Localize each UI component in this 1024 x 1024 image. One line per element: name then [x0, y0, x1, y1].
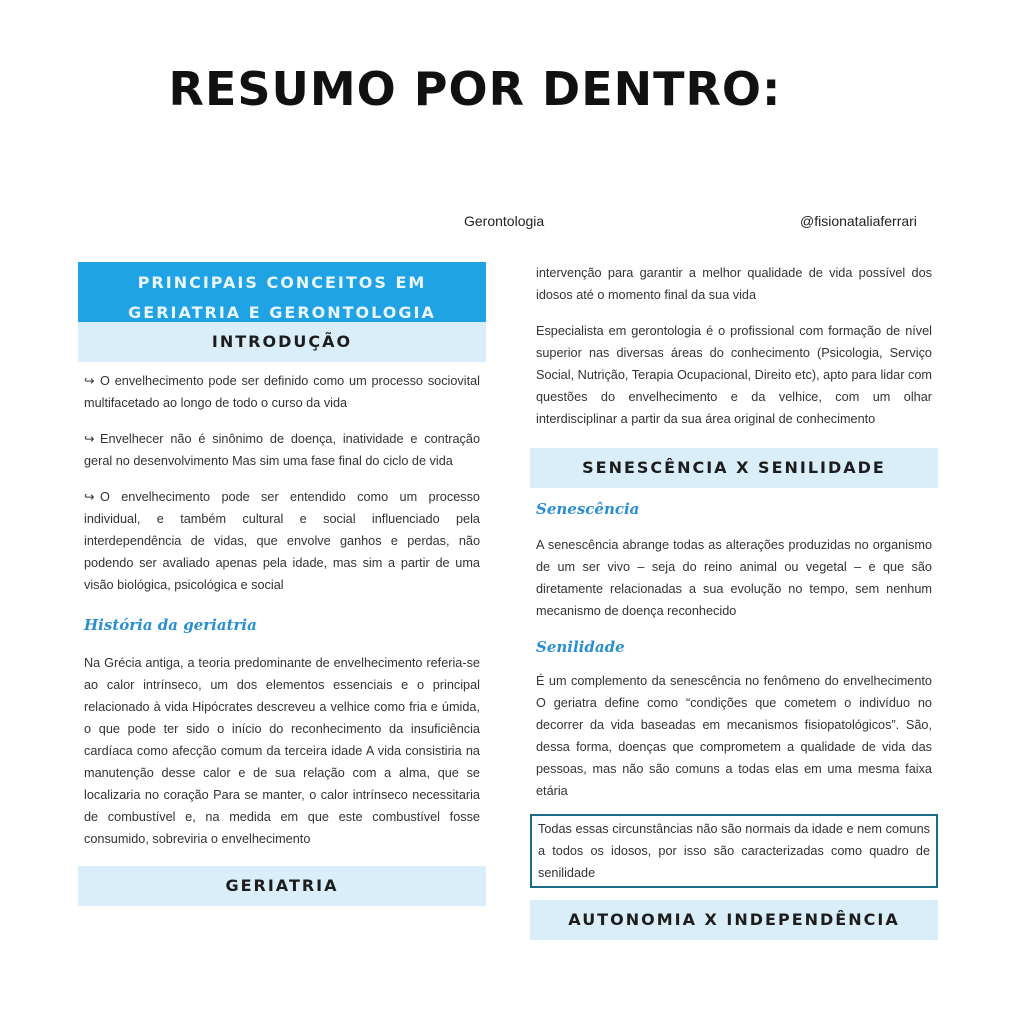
continued-text: intervenção para garantir a melhor qualidade de vida possível dos idosos até o momento final da sua vida: [536, 266, 932, 302]
subtitle-historia: História da geriatria: [84, 616, 257, 634]
senescencia-text: A senescência abrange todas as alterações produzidas no organismo de um ser vivo – seja do reino animal ou vegetal – e que são diretamente relacionadas a sua evolução no tempo, sem nenhum mecanismo de doença reconhecido: [536, 538, 932, 618]
header-handle: @fisionataliaferrari: [800, 213, 917, 229]
section-senescencia-senilidade: SENESCÊNCIA X SENILIDADE: [530, 448, 938, 488]
main-title: PRINCIPAIS CONCEITOS EM GERIATRIA E GERONTOLOGIA: [78, 262, 486, 322]
bullet-3: [84, 486, 480, 596]
subtitle-senescencia: Senescência: [536, 500, 640, 518]
senilidade-text: É um complemento da senescência no fenômeno do envelhecimento O geriatra define como “condições que cometem o indivíduo no decorrer da vida baseadas em mecanismos fisiopatológicos”. São, dessa forma, doenças que comprometem a qualidade de vida das pessoas, mas não são comuns a todas elas em uma mesma faixa etária: [536, 674, 932, 798]
history-text: Na Grécia antiga, a teoria predominante de envelhecimento referia-se ao calor intrínseco, um dos elementos essenciais e o principal relacionado à vida Hipócrates descreveu a velhice como fria e úmida, o que pode ter sido o início do reconhecimento da insuficiência cardíaca como afecção comum da terceira idade A vida consistiria na manutenção desse calor e de sua relação com a alma, que se localizaria no coração Para se manter, o calor intrínseco necessitaria de combustível e, na medida em que este combustível fosse consumido, sobreviria o envelhecimento: [84, 656, 480, 846]
arrow-icon: ↪: [84, 432, 95, 446]
section-introducao: INTRODUÇÃO: [78, 322, 486, 362]
bullet-1: [84, 370, 480, 414]
subtitle-senilidade: Senilidade: [536, 638, 625, 656]
bullet-2-text: Envelhecer não é sinônimo de doença, inatividade e contração geral no desenvolvimento Mas sim uma fase final do ciclo de vida: [84, 432, 480, 468]
arrow-icon: ↪: [84, 374, 95, 388]
bullet-3-text: O envelhecimento pode ser entendido como um processo individual, e também cultural e social influenciado pela interdependência de vidas, que envolve ganhos e perdas, não podendo ser avaliado apenas pela idade, mas sim a partir de uma visão biológica, psicológica e social: [84, 490, 480, 592]
banner-title: RESUMO POR DENTRO:: [168, 62, 782, 116]
left-column: [78, 262, 486, 906]
bullet-2: [84, 428, 480, 472]
right-column: [530, 262, 938, 940]
section-autonomia: AUTONOMIA X INDEPENDÊNCIA: [530, 900, 938, 940]
section-geriatria: GERIATRIA: [78, 866, 486, 906]
bullet-1-text: O envelhecimento pode ser definido como um processo sociovital multifacetado ao longo de todo o curso da vida: [84, 374, 480, 410]
arrow-icon: ↪: [84, 490, 95, 504]
specialist-text: Especialista em gerontologia é o profissional com formação de nível superior nas diversas áreas do conhecimento (Psicologia, Serviço Social, Nutrição, Terapia Ocupacional, Direito etc), apto para lidar com questões do envelhecimento e da velhice, com um olhar interdisciplinar a partir da sua área original de conhecimento: [536, 324, 932, 426]
senilidade-note-box: Todas essas circunstâncias não são normais da idade e nem comuns a todos os idosos, por isso são caracterizadas como quadro de senilidade: [530, 814, 938, 888]
header-subject: Gerontologia: [464, 213, 545, 229]
